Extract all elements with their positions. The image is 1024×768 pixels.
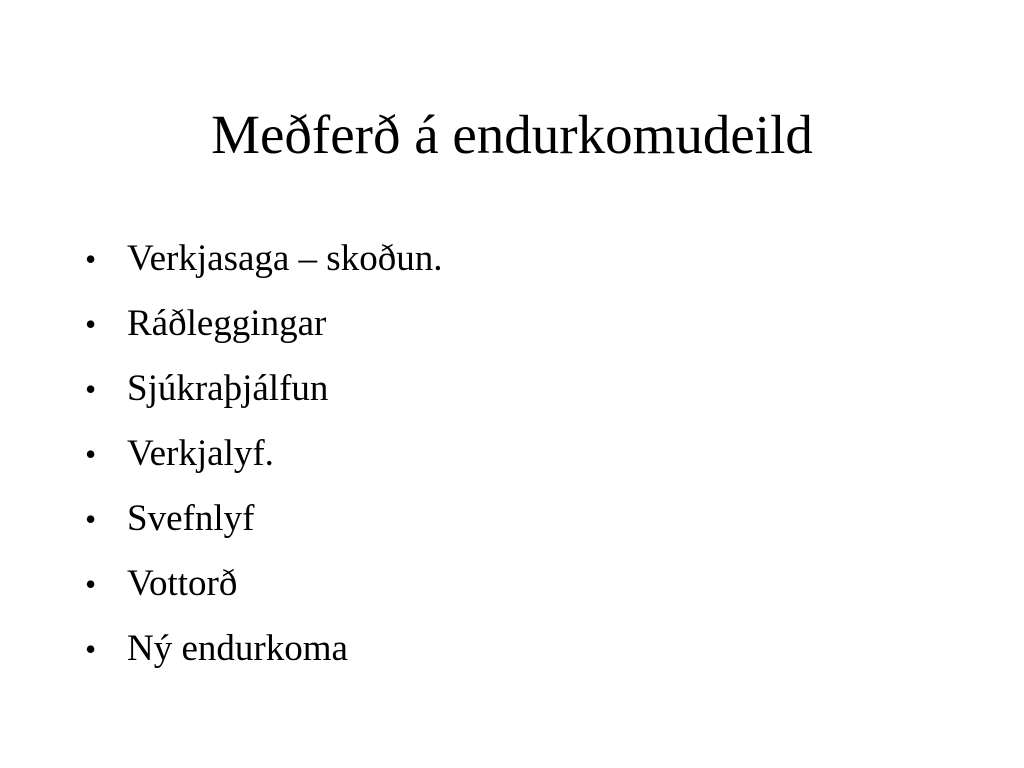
bullet-item xyxy=(85,421,442,486)
bullet-item xyxy=(85,486,442,551)
bullet-item xyxy=(85,551,442,616)
bullet-text: Vottorð xyxy=(127,563,238,604)
bullet-icon: • xyxy=(85,631,97,667)
bullet-icon: • xyxy=(85,371,97,407)
bullet-icon: • xyxy=(85,566,97,602)
bullet-item xyxy=(85,291,442,356)
bullet-icon: • xyxy=(85,306,97,342)
bullet-text: Sjúkraþjálfun xyxy=(127,368,329,409)
slide-title: Meðferð á endurkomudeild xyxy=(211,104,813,165)
bullet-icon: • xyxy=(85,241,97,277)
bullet-text: Svefnlyf xyxy=(127,498,255,539)
bullet-text: Ráðleggingar xyxy=(127,303,327,344)
bullet-item xyxy=(85,356,442,421)
bullet-text: Verkjasaga – skoðun. xyxy=(127,238,443,279)
bullet-text: Ný endurkoma xyxy=(127,628,348,669)
bullet-icon: • xyxy=(85,436,97,472)
bullet-item xyxy=(85,226,442,291)
bullet-list xyxy=(85,226,442,681)
bullet-text: Verkjalyf. xyxy=(127,433,274,474)
bullet-item xyxy=(85,616,442,681)
bullet-icon: • xyxy=(85,501,97,537)
